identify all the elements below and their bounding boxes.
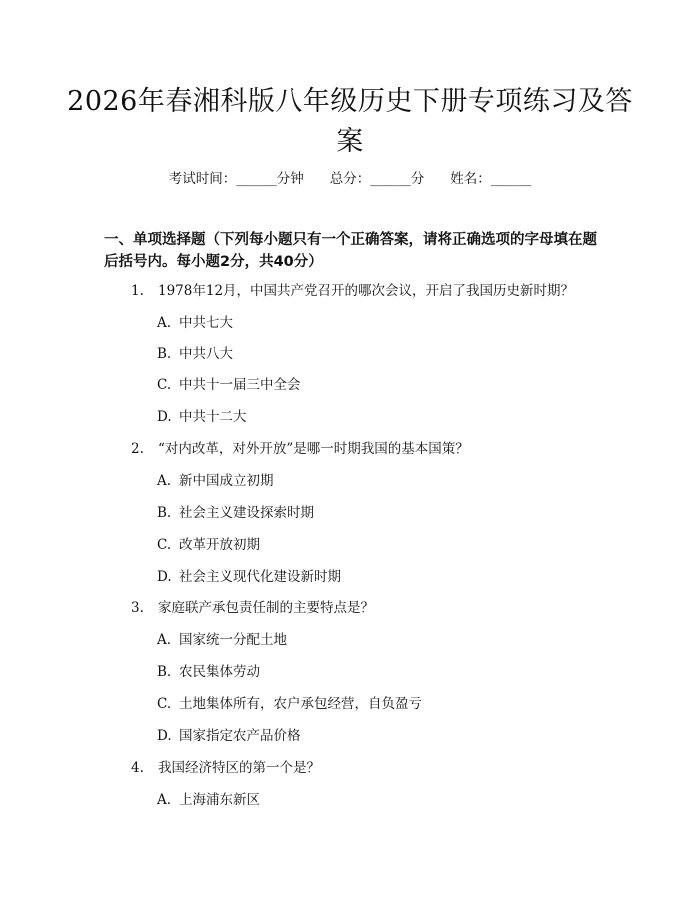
option-text: 农民集体劳动 [179, 664, 260, 680]
exam-time-field: 考试时间：______分钟 [168, 171, 304, 187]
option-letter: C. [157, 696, 172, 712]
option-text: 中共十二大 [179, 409, 247, 425]
question-2 [131, 440, 611, 458]
option-text: 土地集体所有，农户承包经营，自负盈亏 [179, 696, 422, 712]
option-text: 中共十一届三中全会 [179, 377, 301, 393]
option-text: 上海浦东新区 [179, 792, 260, 808]
option-letter: A. [157, 315, 172, 331]
option-text: 中共八大 [179, 346, 233, 362]
option-2d [157, 568, 597, 586]
section-heading: 一、单项选择题（下列每小题只有一个正确答案，请将正确选项的字母填在题后括号内。每小题2分，共40分） [104, 232, 597, 270]
option-letter: D. [157, 569, 172, 585]
question-number: 1. [131, 283, 144, 299]
option-letter: B. [157, 664, 172, 680]
option-letter: B. [157, 505, 172, 521]
exam-info-line [0, 170, 700, 188]
option-letter: A. [157, 473, 172, 489]
option-letter: D. [157, 409, 172, 425]
option-4a [157, 791, 597, 809]
question-text: “对内改革，对外开放”是哪一时期我国的基本国策？ [158, 441, 469, 457]
option-3d [157, 727, 597, 745]
question-text: 家庭联产承包责任制的主要特点是？ [158, 600, 374, 616]
option-2b [157, 504, 597, 522]
question-text: 我国经济特区的第一个是？ [158, 760, 320, 776]
question-number: 4. [131, 760, 144, 776]
option-letter: A. [157, 632, 172, 648]
option-text: 社会主义建设探索时期 [179, 505, 314, 521]
total-score-field: 总分：______分 [329, 171, 425, 187]
option-1c [157, 376, 597, 394]
option-letter: B. [157, 346, 172, 362]
question-1 [131, 282, 611, 300]
option-text: 社会主义现代化建设新时期 [179, 569, 341, 585]
option-2c [157, 536, 597, 554]
option-3a [157, 631, 597, 649]
student-name-field: 姓名：______ [450, 171, 532, 187]
document-title: 2026年春湘科版八年级历史下册专项练习及答案 [67, 86, 633, 157]
question-3 [131, 599, 611, 617]
option-3c [157, 695, 597, 713]
option-letter: C. [157, 537, 172, 553]
question-number: 2. [131, 441, 144, 457]
question-number: 3. [131, 600, 144, 616]
option-text: 新中国成立初期 [179, 473, 274, 489]
option-3b [157, 663, 597, 681]
option-2a [157, 472, 597, 490]
option-text: 国家统一分配土地 [179, 632, 287, 648]
option-text: 中共七大 [179, 315, 233, 331]
question-4 [131, 759, 611, 777]
option-letter: D. [157, 728, 172, 744]
option-letter: C. [157, 377, 172, 393]
option-text: 改革开放初期 [179, 537, 260, 553]
option-1d [157, 408, 597, 426]
question-text: 1978年12月，中国共产党召开的哪次会议，开启了我国历史新时期？ [158, 283, 575, 299]
option-letter: A. [157, 792, 172, 808]
option-1a [157, 314, 597, 332]
option-1b [157, 345, 597, 363]
option-text: 国家指定农产品价格 [179, 728, 301, 744]
